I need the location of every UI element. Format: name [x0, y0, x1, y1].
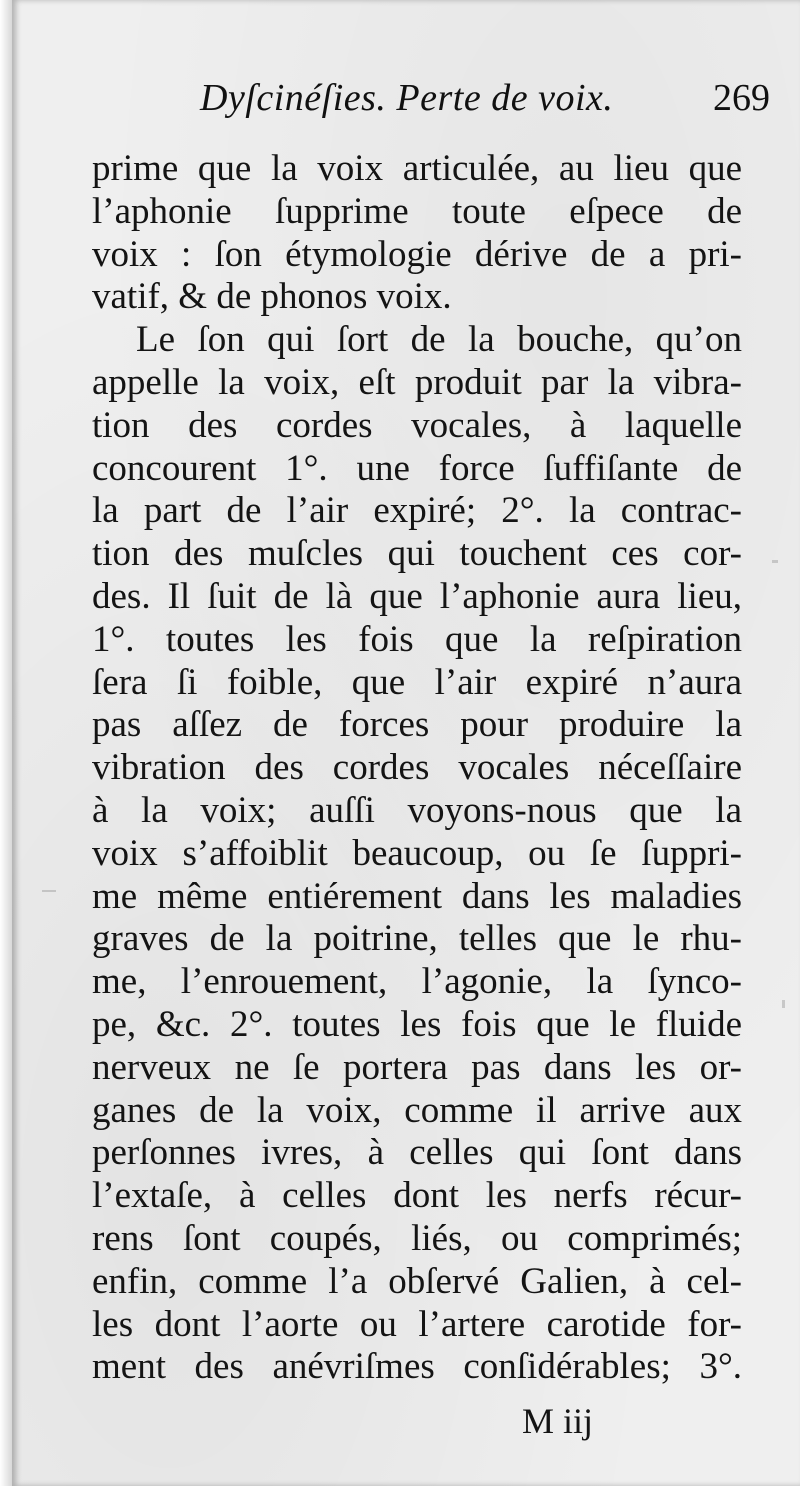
page-gutter-edge: [0, 0, 12, 1486]
paper-speck: [772, 560, 778, 563]
page-number: 269: [713, 77, 770, 119]
text-line: concourent 1°. une force ſuffiſante de: [92, 447, 742, 489]
text-line: à la voix; auſſi voyons-nous que la: [92, 789, 742, 831]
text-line: 1°. toutes les fois que la reſpiration: [92, 618, 742, 660]
text-line: appelle la voix, eſt produit par la vibra-: [92, 361, 742, 403]
text-line: pe, &c. 2°. toutes les fois que le fluide: [92, 1003, 742, 1045]
signature-mark: M iij: [522, 1401, 594, 1441]
running-head: [200, 76, 770, 128]
body-text: [92, 148, 742, 1389]
text-line: ganes de la voix, comme il arrive aux: [92, 1089, 742, 1131]
text-line: des. Il ſuit de là que l’aphonie aura lieu,: [92, 575, 742, 617]
text-line: graves de la poitrine, telles que le rhu-: [92, 918, 742, 960]
text-line: ſera ſi foible, que l’air expiré n’aura: [92, 661, 742, 703]
running-title: Dyſcinéſies. Perte de voix.: [200, 77, 614, 119]
text-line: ment des anévriſmes conſidérables; 3°.: [92, 1346, 742, 1388]
text-line: vatif, & de phonos voix.: [92, 276, 452, 318]
text-line: l’aphonie ſupprime toute eſpece de: [92, 190, 742, 232]
text-line: les dont l’aorte ou l’artere carotide for-: [92, 1303, 742, 1345]
text-line: prime que la voix articulée, au lieu que: [92, 148, 742, 189]
text-line: tion des cordes vocales, à laquelle: [92, 404, 742, 446]
text-line: rens ſont coupés, liés, ou comprimés;: [92, 1217, 742, 1259]
text-line: voix : ſon étymologie dérive de a pri-: [92, 233, 742, 275]
text-line: pas aſſez de forces pour produire la: [92, 704, 742, 746]
text-line: tion des muſcles qui touchent ces cor-: [92, 533, 742, 575]
text-line: me, l’enrouement, l’agonie, la ſynco-: [92, 961, 742, 1003]
text-line: Le ſon qui ſort de la bouche, qu’on: [136, 319, 742, 361]
text-line: la part de l’air expiré; 2°. la contrac-: [92, 490, 742, 532]
text-line: enfin, comme l’a obſervé Galien, à cel-: [92, 1260, 742, 1302]
text-line: vibration des cordes vocales néceſſaire: [92, 747, 742, 789]
text-line: nerveux ne ſe portera pas dans les or-: [92, 1046, 742, 1088]
text-line: voix s’affoiblit beaucoup, ou ſe ſuppri-: [92, 832, 742, 874]
text-line: l’extaſe, à celles dont les nerfs récur-: [92, 1175, 742, 1217]
text-line: me même entiérement dans les maladies: [92, 875, 742, 917]
paper-speck: [42, 890, 56, 892]
text-line: perſonnes ivres, à celles qui ſont dans: [92, 1132, 742, 1174]
paper-speck: [782, 1000, 785, 1008]
